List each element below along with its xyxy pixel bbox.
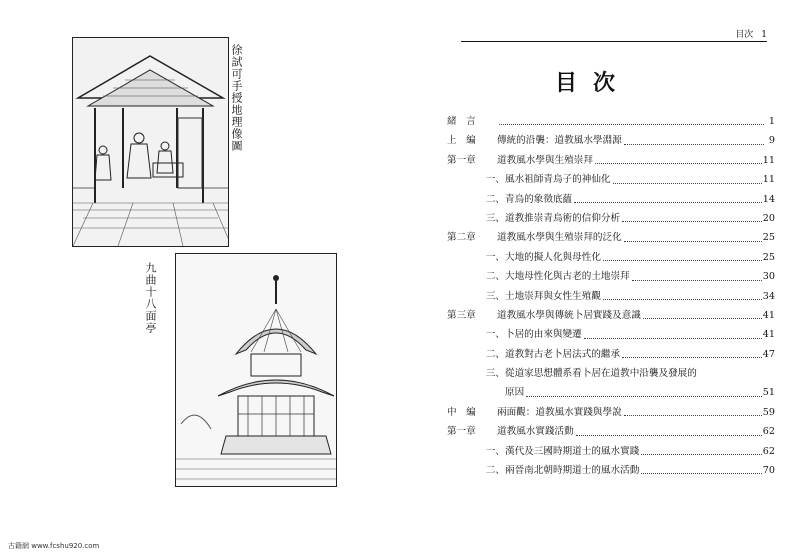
- toc-leader-dots: [641, 473, 761, 474]
- toc-entry-title: 青烏的象徵底蘊: [505, 193, 573, 205]
- toc-entry-title: 道教風水學與生殖崇拜: [497, 154, 593, 166]
- toc-page-number: 34: [762, 290, 775, 302]
- page-title: 目次: [555, 70, 632, 96]
- toc-entry[interactable]: [447, 151, 775, 170]
- toc-entry[interactable]: [447, 403, 775, 422]
- toc-chapter-label: 上 編: [447, 135, 476, 147]
- pagoda-illustration: [175, 253, 337, 487]
- toc-entry-title: 道教風水實踐活動: [497, 426, 574, 438]
- toc-entry-title: 漢代及三國時期道士的風水實踐: [505, 445, 640, 457]
- toc-section-label: 一、: [485, 329, 505, 341]
- toc-leader-dots: [622, 221, 762, 222]
- toc-leader-dots: [499, 124, 764, 125]
- toc-entry[interactable]: [447, 267, 775, 286]
- toc-entry-title: 道教風水學與傳統卜居實踐及意識: [497, 309, 641, 321]
- illustration-caption-bottom: 九曲十八面亭: [144, 262, 157, 334]
- toc-entry[interactable]: [447, 422, 775, 441]
- toc-page-number: 41: [762, 309, 775, 321]
- toc-entry[interactable]: [447, 248, 775, 267]
- toc-entry-title: 道教推崇青烏術的信仰分析: [505, 212, 621, 224]
- toc-page-number: 41: [762, 329, 775, 341]
- toc-entry[interactable]: [447, 364, 775, 383]
- toc-leader-dots: [584, 338, 762, 339]
- toc-entry-title: 道教風水學與生殖崇拜的泛化: [497, 232, 622, 244]
- toc-page-number: 11: [762, 154, 775, 166]
- toc-section-label: 二、: [485, 193, 505, 205]
- toc-page-number: 47: [762, 348, 775, 360]
- toc-entry[interactable]: [447, 287, 775, 306]
- toc-section-label: 一、: [485, 445, 505, 457]
- toc-chapter-label: 第一章: [447, 154, 476, 166]
- toc-page-number: 70: [762, 465, 775, 477]
- toc-leader-dots: [526, 396, 762, 397]
- illustration-caption-top: 徐試可手授地理像圖: [230, 44, 243, 152]
- toc-entry-title: 兩面觀：道教風水實踐與學說: [497, 406, 622, 418]
- toc-leader-dots: [603, 299, 762, 300]
- toc-chapter-label: 第二章: [447, 232, 476, 244]
- toc-entry-title: 原因: [505, 387, 525, 399]
- toc-leader-dots: [576, 435, 762, 436]
- toc-leader-dots: [624, 241, 762, 242]
- toc-entry-title: 大地母性化與古老的土地崇拜: [505, 271, 630, 283]
- toc-entry-title: 道教對古老卜居法式的繼承: [505, 348, 621, 360]
- toc-entry-title: 風水祖師青烏子的神仙化: [505, 174, 611, 186]
- toc-entry-title: 卜居的由來與變遷: [505, 329, 582, 341]
- toc-section-label: 一、: [485, 174, 505, 186]
- toc-entry[interactable]: [447, 345, 775, 364]
- toc-entry[interactable]: [447, 190, 775, 209]
- toc-chapter-label: 緒 言: [447, 115, 476, 127]
- toc-page-number: 11: [762, 174, 775, 186]
- table-of-contents: [447, 112, 775, 480]
- toc-page-number: 20: [762, 212, 775, 224]
- toc-leader-dots: [613, 183, 762, 184]
- toc-entry[interactable]: [447, 461, 775, 480]
- toc-entry[interactable]: [447, 228, 775, 247]
- running-header-page-number: 1: [761, 30, 767, 40]
- toc-leader-dots: [624, 415, 762, 416]
- toc-page-number: 25: [762, 251, 775, 263]
- toc-page-number: 25: [762, 232, 775, 244]
- toc-entry-title: 土地崇拜與女性生殖觀: [505, 290, 601, 302]
- toc-page-number: 9: [768, 135, 775, 147]
- toc-leader-dots: [603, 260, 762, 261]
- toc-page-number: 59: [762, 406, 775, 418]
- toc-chapter-label: 第一章: [447, 426, 476, 438]
- toc-page-number: 1: [768, 115, 775, 127]
- toc-leader-dots: [595, 163, 762, 164]
- toc-chapter-label: 中 編: [447, 406, 476, 418]
- toc-section-label: 三、: [485, 212, 505, 224]
- toc-leader-dots: [574, 202, 762, 203]
- toc-entry[interactable]: [447, 170, 775, 189]
- toc-entry-title: 大地的擬人化與母性化: [505, 251, 601, 263]
- toc-leader-dots: [641, 454, 761, 455]
- toc-leader-dots: [622, 357, 762, 358]
- toc-entry-title: 兩晉南北朝時期道士的風水活動: [505, 465, 640, 477]
- running-header-label: 目次: [735, 30, 754, 40]
- toc-section-label: 二、: [485, 348, 505, 360]
- toc-page-number: 14: [762, 193, 775, 205]
- toc-page-number: 51: [762, 387, 775, 399]
- toc-entry-continuation[interactable]: [447, 383, 775, 402]
- site-watermark: 古籍網 www.fcshu920.com: [8, 542, 100, 550]
- toc-section-label: 三、: [485, 290, 505, 302]
- toc-chapter-label: 第三章: [447, 309, 476, 321]
- scholar-pavilion-illustration: [72, 37, 229, 247]
- toc-leader-dots: [624, 144, 764, 145]
- toc-page-number: 62: [762, 445, 775, 457]
- toc-entry[interactable]: [447, 209, 775, 228]
- toc-section-label: 一、: [485, 251, 505, 263]
- toc-page-number: 30: [762, 271, 775, 283]
- toc-entry[interactable]: [447, 442, 775, 461]
- toc-entry-title: 從道家思想體系看卜居在道教中沿襲及發展的: [505, 368, 697, 380]
- toc-page-number: 62: [762, 426, 775, 438]
- toc-leader-dots: [632, 280, 762, 281]
- toc-entry[interactable]: [447, 325, 775, 344]
- toc-leader-dots: [643, 318, 762, 319]
- right-page: [400, 0, 793, 553]
- toc-section-label: 二、: [485, 465, 505, 477]
- toc-entry[interactable]: [447, 112, 775, 131]
- toc-entry[interactable]: [447, 131, 775, 150]
- toc-entry-title: 傳統的沿襲：道教風水學淵源: [497, 135, 622, 147]
- toc-entry[interactable]: [447, 306, 775, 325]
- toc-section-label: 二、: [485, 271, 505, 283]
- running-header: [461, 27, 767, 42]
- toc-section-label: 三、: [485, 368, 505, 380]
